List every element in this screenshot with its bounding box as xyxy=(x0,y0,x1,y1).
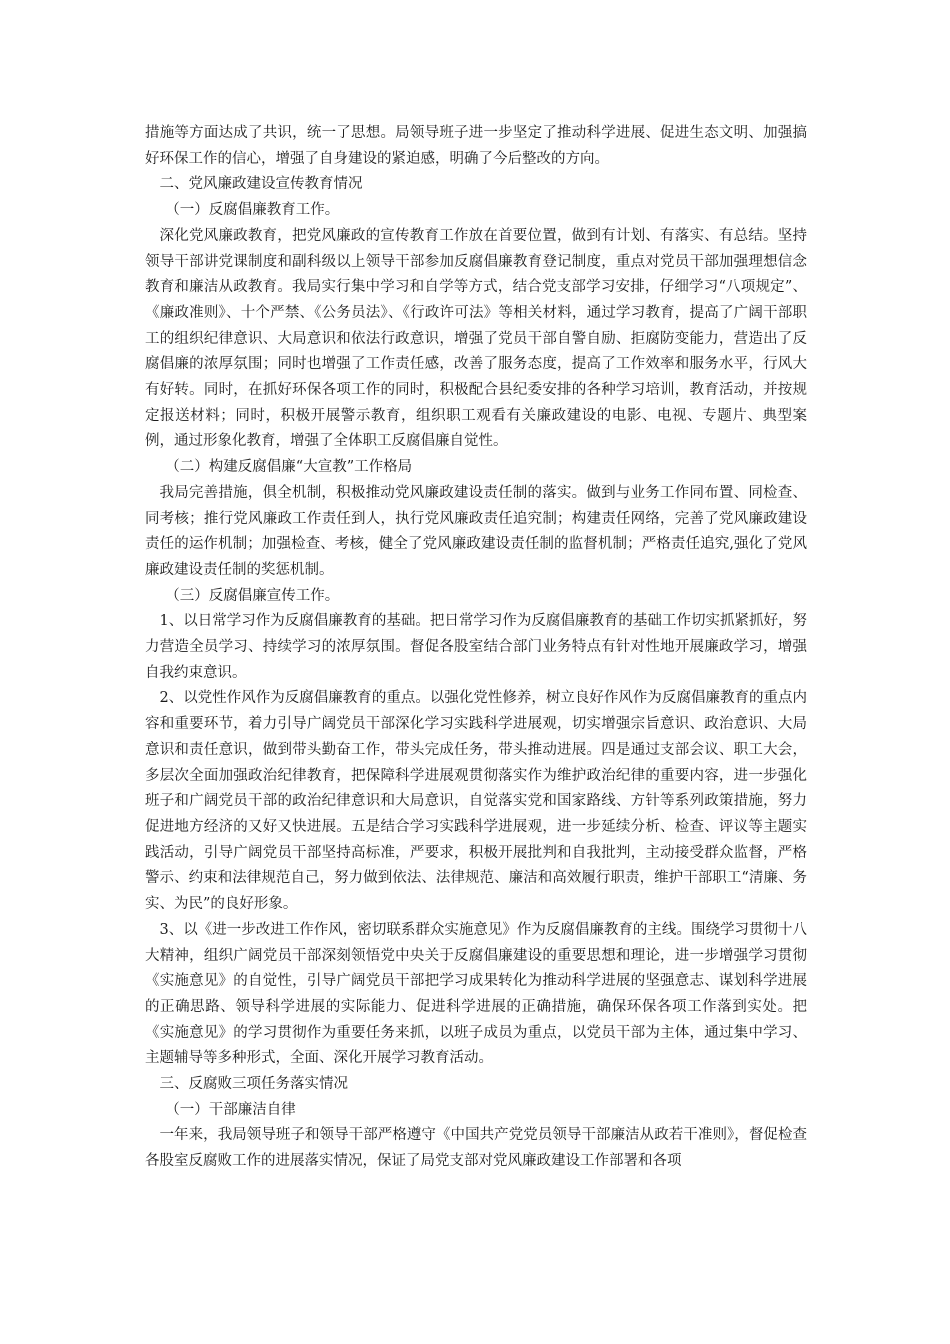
section-heading-3: 三、反腐败三项任务落实情况 xyxy=(159,1076,348,1093)
paragraph-responsibility-system: 我局完善措施，俱全机制，积极推动党风廉政建设责任制的落实。做到与业务工作同布置、同检查、同考核；推行党风廉政工作责任到人，执行党风廉政责任追究制；构建责任网络，完善了党风廉政建设责任的运作机制；加强检查、考核，健全了党风廉政建设责任制的监督机制；严格责任追究,强化了党风廉政建设责任制的奖惩机制。 xyxy=(145,484,807,578)
subsection-heading-2-2: （二）构建反腐倡廉“大宣教”工作格局 xyxy=(165,459,413,476)
section-heading-2: 二、党风廉政建设宣传教育情况 xyxy=(159,176,363,193)
paragraph-intro-continuation: 措施等方面达成了共识，统一了思想。局领导班子进一步坚定了推动科学进展、促进生态文明、加强搞好环保工作的信心，增强了自身建设的紧迫感，明确了今后整改的方向。 xyxy=(145,125,807,167)
subsection-heading-2-3: （三）反腐倡廉宣传工作。 xyxy=(165,587,340,604)
subsection-heading-2-1: （一）反腐倡廉教育工作。 xyxy=(165,202,340,219)
paragraph-anticorruption-education: 深化党风廉政教育，把党风廉政的宣传教育工作放在首要位置，做到有计划、有落实、有总结。坚持领导干部讲党课制度和副科级以上领导干部参加反腐倡廉教育登记制度，重点对党员干部加强理想信念教育和廉洁从政教育。我局实行集中学习和自学等方式，结合党支部学习安排，仔细学习“八项规定”、《廉政准则》、十个严禁、《公务员法》、《行政许可法》等相关材料，通过学习教育，提高了广阔干部职工的组织纪律意识、大局意识和依法行政意识，增强了党员干部自警自励、拒腐防变能力，营造出了反腐倡廉的浓厚氛围；同时也增强了工作责任感，改善了服务态度，提高了工作效率和服务水平，行风大有好转。同时，在抓好环保各项工作的同时，积极配合县纪委安排的各种学习培训，教育活动，并按规定报送材料；同时，积极开展警示教育，组织职工观看有关廉政建设的电影、电视、专题片、典型案例，通过形象化教育，增强了全体职工反腐倡廉自觉性。 xyxy=(145,227,807,450)
paragraph-item-3: 3、以《进一步改进工作作风，密切联系群众实施意见》作为反腐倡廉教育的主线。围绕学习贯彻十八大精神，组织广阔党员干部深刻领悟党中央关于反腐倡廉建设的重要思想和理论，进一步增强学习贯彻《实施意见》的自觉性，引导广阔党员干部把学习成果转化为推动科学进展的坚强意志、谋划科学进展的正确思路、领导科学进展的实际能力、促进科学进展的正确措施，确保环保各项工作落到实处。把《实施意见》的学习贯彻作为重要任务来抓，以班子成员为重点，以党员干部为主体，通过集中学习、主题辅导等多种形式，全面、深化开展学习教育活动。 xyxy=(145,921,807,1067)
document-body xyxy=(145,121,807,1175)
paragraph-item-2: 2、以党性作风作为反腐倡廉教育的重点。以强化党性修养，树立良好作风作为反腐倡廉教育的重点内容和重要环节，着力引导广阔党员干部深化学习实践科学进展观，切实增强宗旨意识、政治意识、大局意识和责任意识，做到带头勤奋工作，带头完成任务，带头推动进展。四是通过支部会议、职工大会，多层次全面加强政治纪律教育，把保障科学进展观贯彻落实作为维护政治纪律的重要内容，进一步强化班子和广阔党员干部的政治纪律意识和大局意识，自觉落实党和国家路线、方针等系列政策措施，努力促进地方经济的又好又快进展。五是结合学习实践科学进展观，进一步延续分析、检查、评议等主题实践活动，引导广阔党员干部坚持高标准，严要求，积极开展批判和自我批判，主动接受群众监督，严格警示、约束和法律规范自己，努力做到依法、法律规范、廉洁和高效履行职责，维护干部职工“清廉、务实、为民”的良好形象。 xyxy=(145,690,807,913)
paragraph-self-discipline: 一年来，我局领导班子和领导干部严格遵守《中国共产党党员领导干部廉洁从政若干准则》，督促检查各股室反腐败工作的进展落实情况，保证了局党支部对党风廉政建设工作部署和各项 xyxy=(145,1127,807,1170)
subsection-heading-3-1: （一）干部廉洁自律 xyxy=(165,1101,296,1118)
paragraph-item-1: 1、以日常学习作为反腐倡廉教育的基础。把日常学习作为反腐倡廉教育的基础工作切实抓紧抓好，努力营造全员学习、持续学习的浓厚氛围。督促各股室结合部门业务特点有针对性地开展廉政学习，增强自我约束意识。 xyxy=(145,613,807,681)
